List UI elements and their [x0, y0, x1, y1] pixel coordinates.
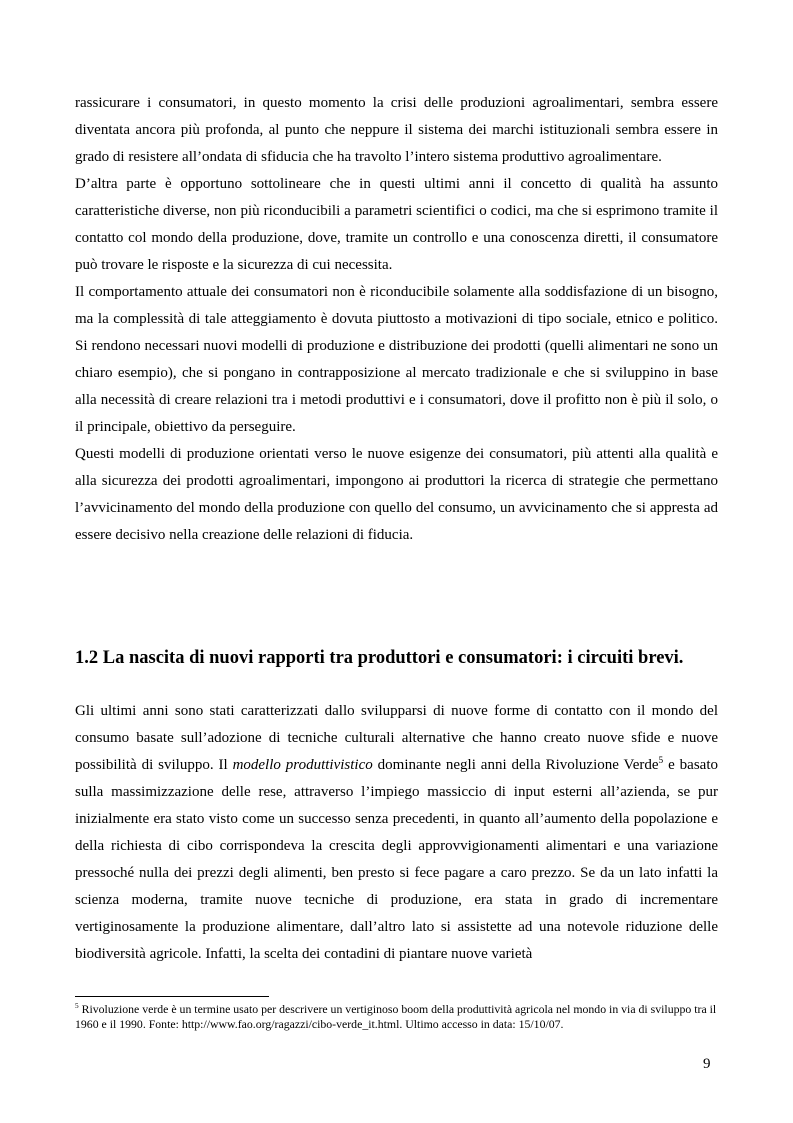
footnote — [75, 1002, 718, 1032]
footnote-number: 5 — [75, 1001, 79, 1011]
paragraph-4: Questi modelli di produzione orientati verso le nuove esigenze dei consumatori, più attenti alla qualità e alla sicurezza dei prodotti agroalimentari, impongono ai produttori la ricerca di strategie che permettano l’avvicinamento del mondo della produzione con quello del consumo, un avvicinamento che si appresta ad essere decisivo nella creazione delle relazioni di fiducia. — [75, 446, 718, 543]
footnote-text: Rivoluzione verde è un termine usato per descrivere un vertiginoso boom della produttività agricola nel mondo in via di sviluppo tra il 1960 e il 1990. Fonte: http://www.fao.org/ragazzi/cibo-verde_it.html. Ultimo accesso in data: 15/10/07. — [75, 1002, 717, 1031]
page-number: 9 — [703, 1056, 711, 1072]
section-paragraph-part3: e basato sulla massimizzazione delle rese, attraverso l’impiego massiccio di input esterni all’azienda, se pur inizialmente era stato visto come un successo senza precedenti, in quanto all’aumento della popolazione e della richiesta di cibo corrispondeva la crescita degli approvvigionamenti alimentari e una variazione pressoché nulla dei prezzi degli alimenti, ben presto si fece pagare a caro prezzo. Se da un lato infatti la scienza moderna, tramite nuove tecniche di produzione, era stata in grado di incrementare vertiginosamente la produzione alimentare, dall’altro lato si assistette ad una notevole riduzione delle biodiversità agricole. Infatti, la scelta dei contadini di piantare nuove varietà — [75, 757, 718, 962]
paragraph-2: D’altra parte è opportuno sottolineare che in questi ultimi anni il concetto di qualità ha assunto caratteristiche diverse, non più riconducibili a parametri scientifici o codici, ma che si esprimono tramite il contatto col mondo della produzione, dove, tramite un controllo e una conoscenza diretti, il consumatore può trovare le risposte e la sicurezza di cui necessita. — [75, 176, 718, 273]
body-text-top — [75, 90, 718, 549]
footnote-separator — [75, 996, 269, 997]
paragraph-3: Il comportamento attuale dei consumatori non è riconducibile solamente alla soddisfazione di un bisogno, ma la complessità di tale atteggiamento è dovuta piuttosto a motivazioni di tipo sociale, etnico e politico. Si rendono necessari nuovi modelli di produzione e distribuzione dei prodotti (quelli alimentari ne sono un chiaro esempio), che si pongano in contrapposizione al mercato tradizionale e che si sviluppino in base alla necessità di creare relazioni tra i metodi produttivi e i consumatori, dove il profitto non è più il solo, o il principale, obiettivo da perseguire. — [75, 284, 718, 435]
body-text-section — [75, 698, 718, 968]
section-paragraph-part1: Gli ultimi anni sono stati caratterizzati dallo svilupparsi di nuove forme di contatto con il mondo del consumo basate sull’adozione di tecniche culturali alternative che hanno creato nuove sfide e nuove possibilità di sviluppo. Il — [75, 703, 718, 773]
section-heading: 1.2 La nascita di nuovi rapporti tra produttori e consumatori: i circuiti brevi. — [75, 648, 684, 668]
paragraph-1: rassicurare i consumatori, in questo momento la crisi delle produzioni agroalimentari, sembra essere diventata ancora più profonda, al punto che neppure il sistema dei marchi istituzionali sembra essere in grado di resistere all’ondata di sfiducia che ha travolto l’intero sistema produttivo agroalimentare. — [75, 95, 718, 165]
section-paragraph — [75, 698, 718, 968]
section-paragraph-part2: dominante negli anni della Rivoluzione Verde — [372, 757, 659, 773]
footnote-reference: 5 — [658, 756, 664, 766]
italic-term: modello produttivistico — [232, 757, 373, 773]
